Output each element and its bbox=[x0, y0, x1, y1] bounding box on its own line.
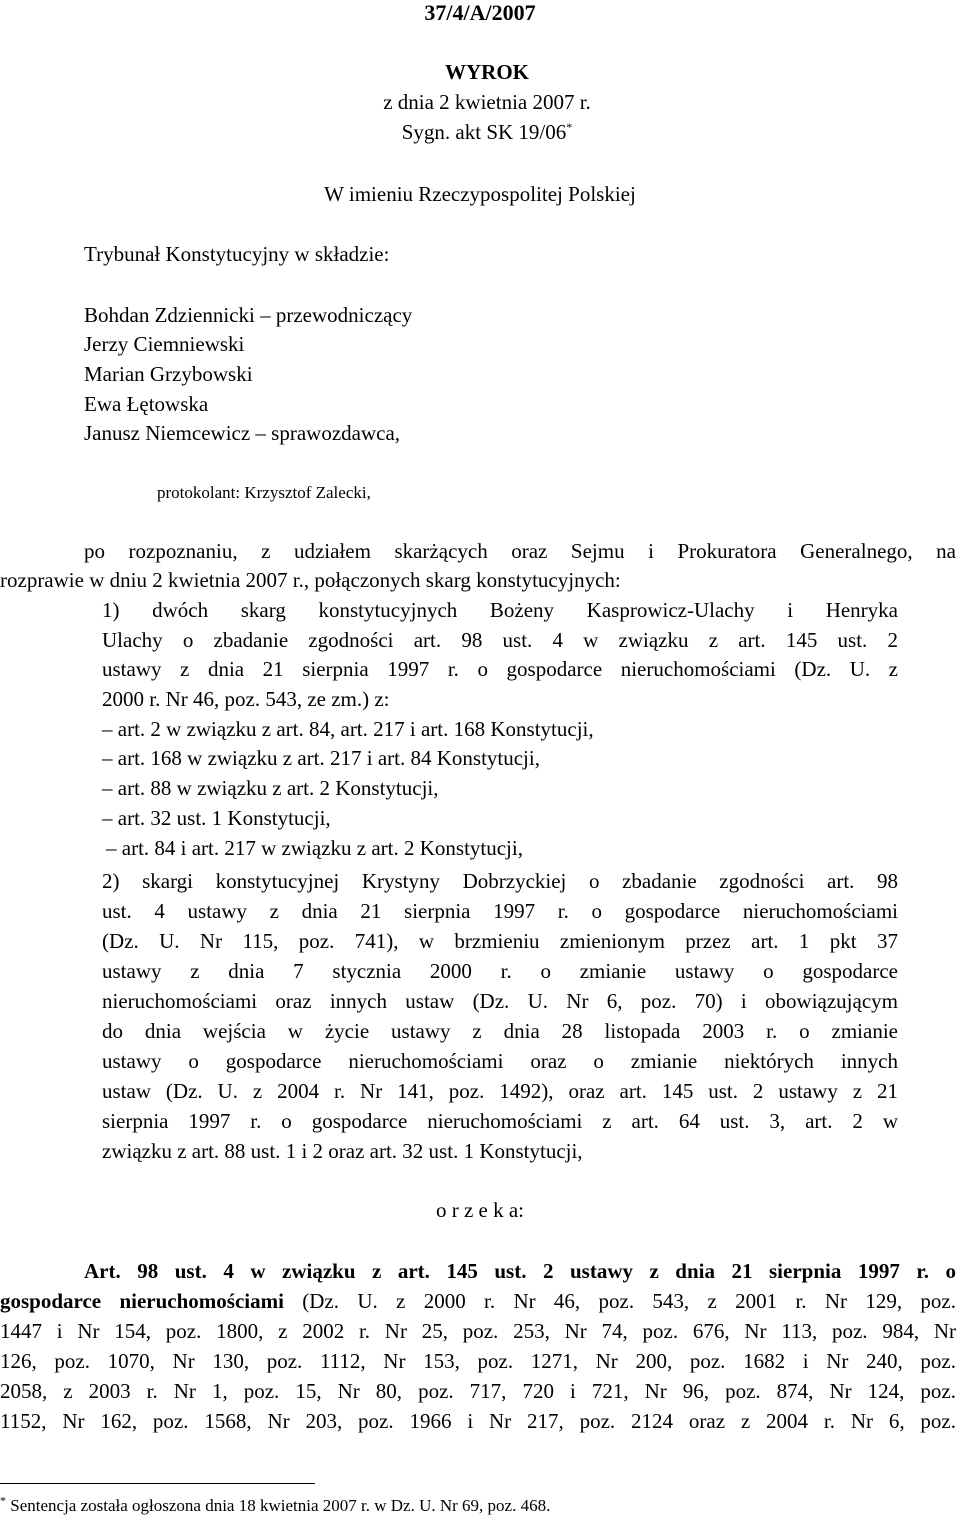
document-title: WYROK bbox=[445, 60, 529, 84]
complaint-2-line-7: ustawy o gospodarce nieruchomościami oraz o zmianie niektórych innych bbox=[102, 1049, 898, 1073]
complaint-2-line-9: sierpnia 1997 r. o gospodarce nieruchomościami z art. 64 ust. 3, art. 2 w bbox=[102, 1109, 898, 1133]
judge-5: Janusz Niemcewicz – sprawozdawca, bbox=[84, 421, 401, 445]
complaint-2-line-2: ust. 4 ustawy z dnia 21 sierpnia 1997 r. o gospodarce nieruchomościami bbox=[102, 899, 898, 923]
dash-item-3: – art. 88 w związku z art. 2 Konstytucji, bbox=[102, 776, 439, 800]
complaint-1-line-1: 1) dwóch skarg konstytucyjnych Bożeny Kasprowicz-Ulachy i Henryka bbox=[102, 598, 898, 622]
judge-1: Bohdan Zdziennicki – przewodniczący bbox=[84, 303, 413, 327]
footnote-reference: * bbox=[566, 120, 573, 134]
complaint-1-line-3: ustawy z dnia 21 sierpnia 1997 r. o gospodarce nieruchomościami (Dz. U. z bbox=[102, 657, 898, 681]
judge-3: Marian Grzybowski bbox=[84, 362, 253, 386]
intro-line-2: rozprawie w dniu 2 kwietnia 2007 r., połączonych skarg konstytucyjnych: bbox=[0, 568, 621, 592]
intro-line-1: po rozpoznaniu, z udziałem skarżących oraz Sejmu i Prokuratora Generalnego, na bbox=[84, 539, 956, 563]
footnote-mark: * bbox=[0, 1493, 6, 1508]
dash-item-5: – art. 84 i art. 217 w związku z art. 2 Konstytucji, bbox=[106, 836, 523, 860]
ruling-line-1: Art. 98 ust. 4 w związku z art. 145 ust. 2 ustawy z dnia 21 sierpnia 1997 r. o bbox=[84, 1259, 956, 1283]
ruling-line-3: 1447 i Nr 154, poz. 1800, z 2002 r. Nr 25, poz. 253, Nr 74, poz. 676, Nr 113, poz. 984, Nr bbox=[0, 1319, 956, 1343]
document-reference: 37/4/A/2007 bbox=[424, 0, 536, 25]
footnote: * Sentencja została ogłoszona dnia 18 kwietnia 2007 r. w Dz. U. Nr 69, poz. 468. bbox=[0, 1493, 551, 1515]
ruling-line-2: gospodarce nieruchomościami (Dz. U. z 2000 r. Nr 46, poz. 543, z 2001 r. Nr 129, poz. bbox=[0, 1289, 956, 1313]
document-date: z dnia 2 kwietnia 2007 r. bbox=[383, 90, 591, 114]
complaint-2-line-6: do dnia wejścia w życie ustawy z dnia 28 listopada 2003 r. o zmianie bbox=[102, 1019, 898, 1043]
case-number: Sygn. akt SK 19/06* bbox=[401, 120, 573, 144]
complaint-2-line-5: nieruchomościami oraz innych ustaw (Dz. U. Nr 6, poz. 70) i obowiązującym bbox=[102, 989, 898, 1013]
complaint-1-line-2: Ulachy o zbadanie zgodności art. 98 ust. 4 w związku z art. 145 ust. 2 bbox=[102, 628, 898, 652]
ruling-line-5: 2058, z 2003 r. Nr 1, poz. 15, Nr 80, poz. 717, 720 i 721, Nr 96, poz. 874, Nr 124, poz. bbox=[0, 1379, 956, 1403]
dash-item-1: – art. 2 w związku z art. 84, art. 217 i art. 168 Konstytucji, bbox=[102, 717, 594, 741]
composition-heading: Trybunał Konstytucyjny w składzie: bbox=[84, 242, 390, 266]
ruling-heading: o r z e k a: bbox=[435, 1198, 525, 1222]
complaint-2-line-4: ustawy z dnia 7 stycznia 2000 r. o zmianie ustawy o gospodarce bbox=[102, 959, 898, 983]
invocation: W imieniu Rzeczypospolitej Polskiej bbox=[324, 182, 636, 206]
clerk: protokolant: Krzysztof Zalecki, bbox=[157, 483, 371, 502]
ruling-line-4: 126, poz. 1070, Nr 130, poz. 1112, Nr 153, poz. 1271, Nr 200, poz. 1682 i Nr 240, poz. bbox=[0, 1349, 956, 1373]
complaint-2-line-1: 2) skargi konstytucyjnej Krystyny Dobrzyckiej o zbadanie zgodności art. 98 bbox=[102, 869, 898, 893]
complaint-2-line-8: ustaw (Dz. U. z 2004 r. Nr 141, poz. 1492), oraz art. 145 ust. 2 ustawy z 21 bbox=[102, 1079, 898, 1103]
dash-item-4: – art. 32 ust. 1 Konstytucji, bbox=[102, 806, 331, 830]
footnote-divider bbox=[0, 1483, 315, 1484]
complaint-1-line-4: 2000 r. Nr 46, poz. 543, ze zm.) z: bbox=[102, 687, 390, 711]
judge-4: Ewa Łętowska bbox=[84, 392, 209, 416]
complaint-2-line-3: (Dz. U. Nr 115, poz. 741), w brzmieniu zmienionym przez art. 1 pkt 37 bbox=[102, 929, 898, 953]
dash-item-2: – art. 168 w związku z art. 217 i art. 84 Konstytucji, bbox=[102, 746, 540, 770]
ruling-line-6: 1152, Nr 162, poz. 1568, Nr 203, poz. 1966 i Nr 217, poz. 2124 oraz z 2004 r. Nr 6, poz. bbox=[0, 1409, 956, 1433]
judge-2: Jerzy Ciemniewski bbox=[84, 332, 245, 356]
complaint-2-line-10: związku z art. 88 ust. 1 i 2 oraz art. 32 ust. 1 Konstytucji, bbox=[102, 1139, 583, 1163]
